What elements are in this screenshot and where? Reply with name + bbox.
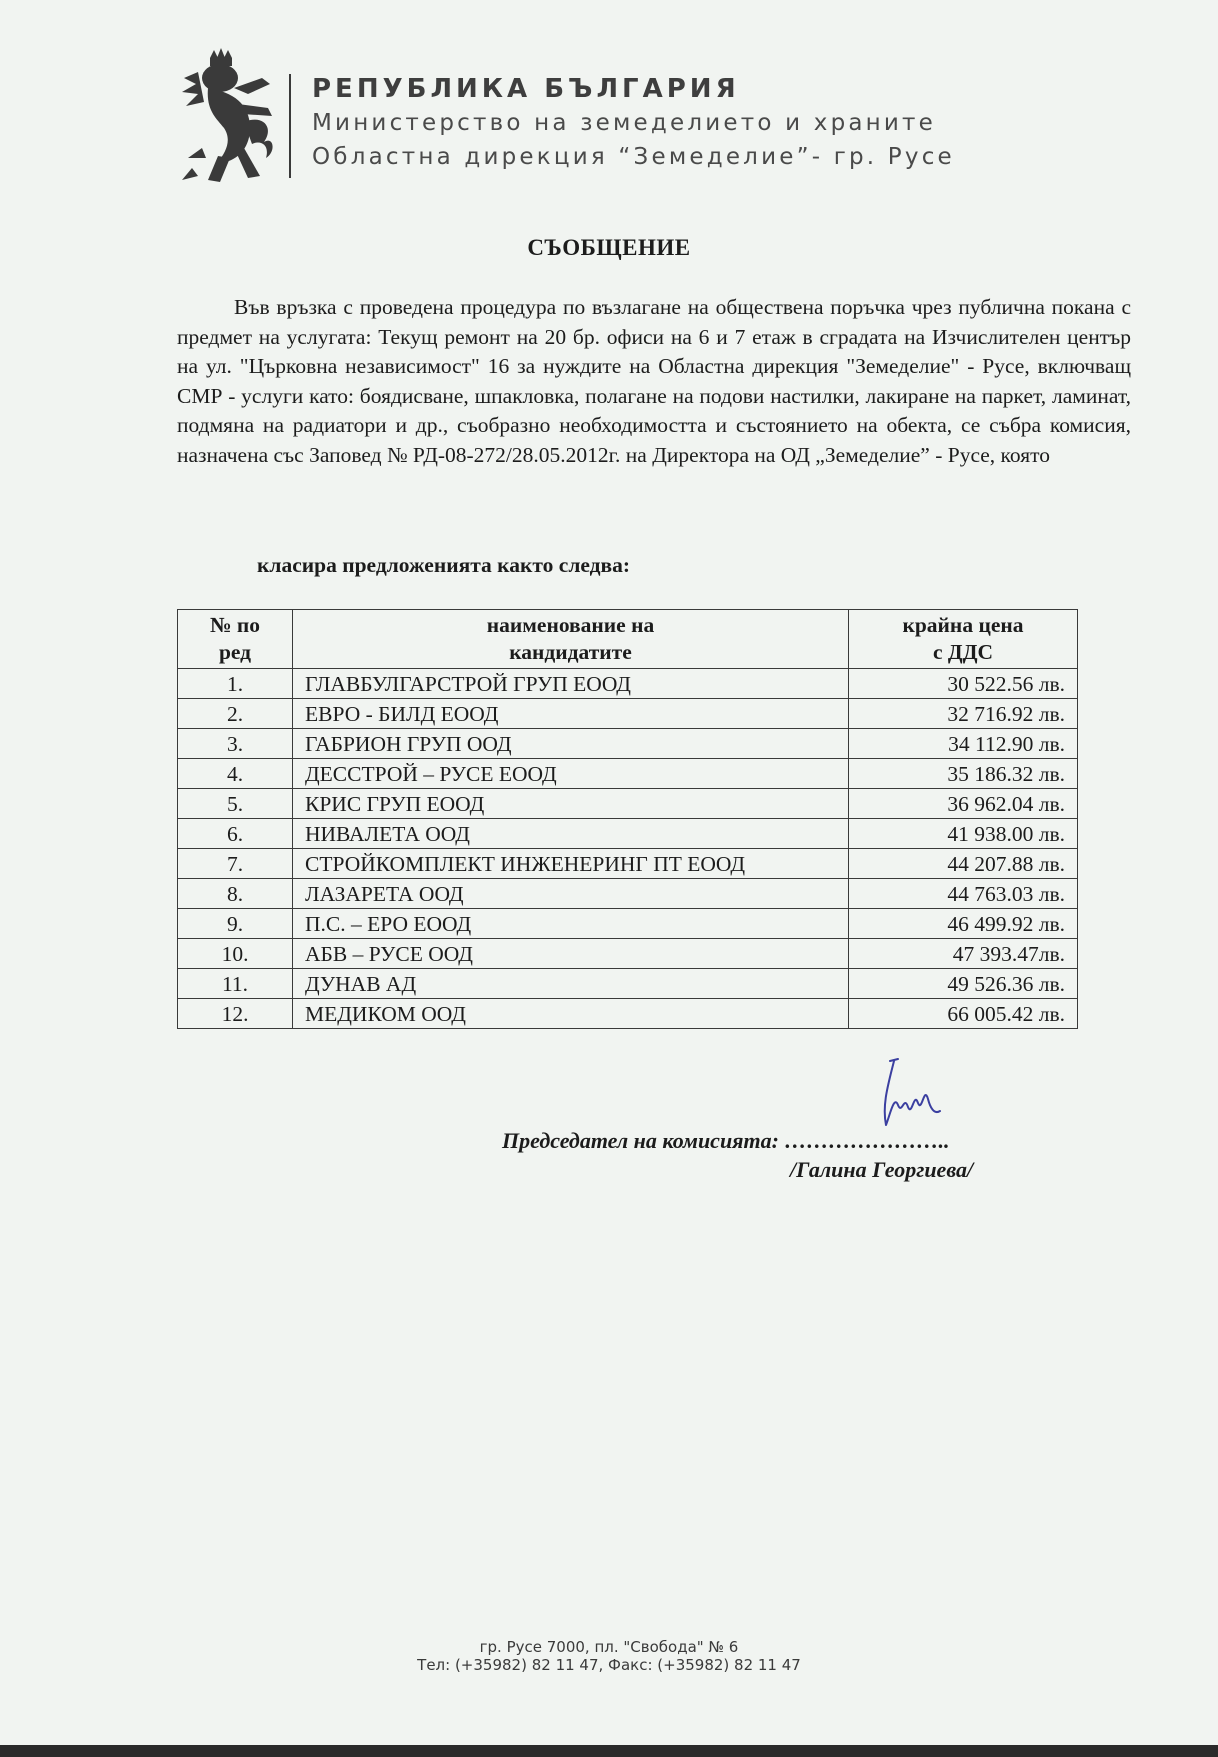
- table-row: [178, 789, 1078, 819]
- rank-cell: 1.: [178, 669, 293, 699]
- rank-cell: 7.: [178, 849, 293, 879]
- rank-cell: 9.: [178, 909, 293, 939]
- candidate-cell: ЕВРО - БИЛД ЕООД: [293, 699, 849, 729]
- price-cell: 46 499.92 лв.: [849, 909, 1078, 939]
- header-ministry: Министерство на земеделието и храните: [312, 110, 937, 136]
- candidate-cell: ЛАЗАРЕТА ООД: [293, 879, 849, 909]
- table-row: [178, 879, 1078, 909]
- price-cell: 44 763.03 лв.: [849, 879, 1078, 909]
- rank-cell: 8.: [178, 879, 293, 909]
- table-row: [178, 909, 1078, 939]
- rank-cell: 2.: [178, 699, 293, 729]
- header-divider: [289, 74, 291, 178]
- price-cell: 41 938.00 лв.: [849, 819, 1078, 849]
- price-cell: 44 207.88 лв.: [849, 849, 1078, 879]
- price-cell: 35 186.32 лв.: [849, 759, 1078, 789]
- price-cell: 30 522.56 лв.: [849, 669, 1078, 699]
- table-row: [178, 729, 1078, 759]
- chairman-signature-line: Председател на комисията: …………………..: [502, 1128, 950, 1153]
- footer-phone-fax: Тел: (+35982) 82 11 47, Факс: (+35982) 82 11 47: [417, 1656, 801, 1674]
- table-row: [178, 819, 1078, 849]
- candidate-cell: СТРОЙКОМПЛЕКТ ИНЖЕНЕРИНГ ПТ ЕООД: [293, 849, 849, 879]
- rank-cell: 3.: [178, 729, 293, 759]
- candidate-cell: ДУНАВ АД: [293, 969, 849, 999]
- table-row: [178, 759, 1078, 789]
- price-cell: 47 393.47лв.: [849, 939, 1078, 969]
- price-cell: 49 526.36 лв.: [849, 969, 1078, 999]
- header-price: крайна цена с ДДС: [849, 610, 1078, 669]
- candidate-cell: ГАБРИОН ГРУП ООД: [293, 729, 849, 759]
- table-row: [178, 699, 1078, 729]
- rank-cell: 5.: [178, 789, 293, 819]
- header-candidate: наименование на кандидатите: [293, 610, 849, 669]
- table-row: [178, 999, 1078, 1029]
- rank-cell: 4.: [178, 759, 293, 789]
- rank-cell: 11.: [178, 969, 293, 999]
- price-cell: 32 716.92 лв.: [849, 699, 1078, 729]
- table-row: [178, 939, 1078, 969]
- price-cell: 66 005.42 лв.: [849, 999, 1078, 1029]
- header-directorate: Областна дирекция “Земеделие”- гр. Русе: [312, 144, 955, 170]
- candidate-cell: ГЛАВБУЛГАРСТРОЙ ГРУП ЕООД: [293, 669, 849, 699]
- candidate-cell: КРИС ГРУП ЕООД: [293, 789, 849, 819]
- table-row: [178, 969, 1078, 999]
- ranking-table: [177, 609, 1078, 1029]
- document-title: СЪОБЩЕНИЕ: [527, 235, 691, 260]
- price-cell: 36 962.04 лв.: [849, 789, 1078, 819]
- candidate-cell: П.С. – ЕРО ЕООД: [293, 909, 849, 939]
- header-rank: № по ред: [178, 610, 293, 669]
- footer-address: гр. Русе 7000, пл. "Свобода" № 6: [479, 1638, 739, 1656]
- rank-cell: 12.: [178, 999, 293, 1029]
- handwritten-signature: [868, 1055, 968, 1135]
- candidate-cell: НИВАЛЕТА ООД: [293, 819, 849, 849]
- table-row: [178, 849, 1078, 879]
- lion-emblem-icon: [178, 48, 278, 186]
- classification-intro: класира предложенията както следва:: [257, 553, 631, 577]
- rank-cell: 6.: [178, 819, 293, 849]
- header-country: РЕПУБЛИКА БЪЛГАРИЯ: [312, 74, 740, 104]
- price-cell: 34 112.90 лв.: [849, 729, 1078, 759]
- table-header-row: [178, 610, 1078, 669]
- candidate-cell: ДЕССТРОЙ – РУСЕ ЕООД: [293, 759, 849, 789]
- footer-contacts: [0, 1638, 1218, 1674]
- candidate-cell: АБВ – РУСЕ ООД: [293, 939, 849, 969]
- chairman-name: /Галина Георгиева/: [790, 1157, 974, 1182]
- candidate-cell: МЕДИКОМ ООД: [293, 999, 849, 1029]
- letterhead: [312, 72, 955, 174]
- rank-cell: 10.: [178, 939, 293, 969]
- scan-border: [0, 1745, 1218, 1757]
- body-paragraph: Във връзка с проведена процедура по възлагане на обществена поръчка чрез публична покана с предмет на услугата: Текущ ремонт на 20 бр. офиси на 6 и 7 етаж в сградата на Изчислителен център на ул. "Църковна независимост" 16 за нуждите на Областна дирекция "Земеделие" - Русе, включващ СМР - услуги като: боядисване, шпакловка, полагане на подови настилки, лакиране на паркет, ламинат, подмяна на радиатори и др., съобразно необходимостта и състоянието на обекта, се събра комисия, назначена със Заповед № РД-08-272/28.05.2012г. на Директора на ОД „Земеделие” - Русе, която: [177, 295, 1131, 467]
- table-row: [178, 669, 1078, 699]
